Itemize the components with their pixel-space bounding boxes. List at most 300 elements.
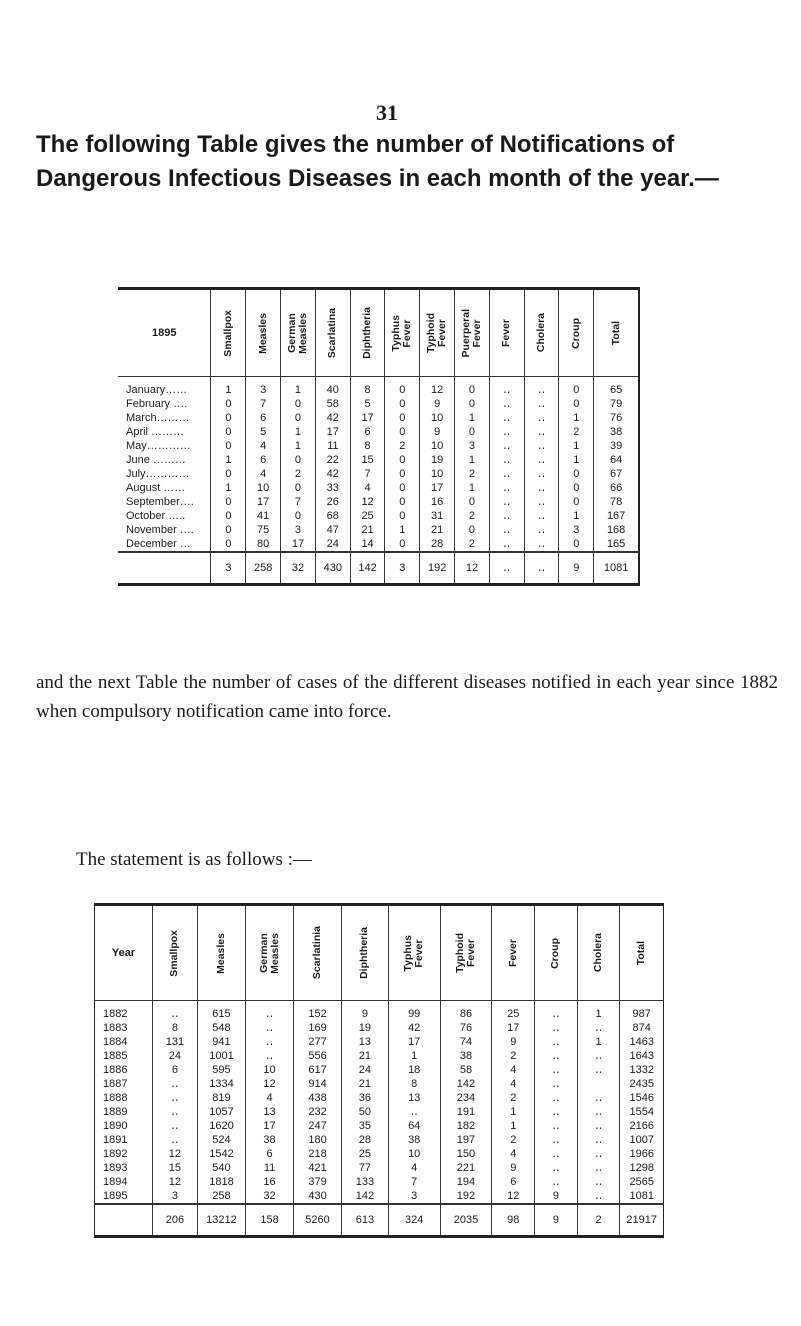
table-cell: 4 bbox=[492, 1147, 535, 1161]
table-cell: 68 bbox=[315, 509, 350, 523]
table-cell: 9 bbox=[420, 425, 455, 439]
table-cell: 1 bbox=[492, 1105, 535, 1119]
total-cell: 3 bbox=[211, 552, 246, 585]
table-cell: 197 bbox=[440, 1133, 492, 1147]
table-cell: ‥ bbox=[577, 1147, 620, 1161]
table-cell: ‥ bbox=[152, 1001, 197, 1022]
table-row bbox=[95, 1021, 664, 1035]
row-label: January…… bbox=[126, 384, 188, 396]
table-cell: 1 bbox=[281, 425, 316, 439]
column-header: Smallpox bbox=[211, 289, 246, 377]
table-cell: 142 bbox=[440, 1077, 492, 1091]
table-cell: 0 bbox=[211, 523, 246, 537]
table-cell: 15 bbox=[152, 1161, 197, 1175]
total-cell: 12 bbox=[455, 552, 490, 585]
table-cell: 21 bbox=[420, 523, 455, 537]
total-cell: 5260 bbox=[294, 1204, 342, 1237]
table-row bbox=[95, 1063, 664, 1077]
table-cell: 1081 bbox=[620, 1189, 664, 1204]
table-cell: 58 bbox=[440, 1063, 492, 1077]
total-cell: 613 bbox=[342, 1204, 389, 1237]
row-label: 1895 bbox=[103, 1190, 128, 1202]
table-cell: 182 bbox=[440, 1119, 492, 1133]
total-cell: 21917 bbox=[620, 1204, 664, 1237]
table-row bbox=[118, 425, 639, 439]
table-cell: ‥ bbox=[152, 1077, 197, 1091]
table-cell: 3 bbox=[455, 439, 490, 453]
column-header: Measles bbox=[246, 289, 281, 377]
table-cell: 540 bbox=[197, 1161, 245, 1175]
total-cell: 258 bbox=[246, 552, 281, 585]
row-label: 1891 bbox=[103, 1134, 128, 1146]
table-cell: 6 bbox=[246, 1147, 294, 1161]
table-row bbox=[95, 1001, 664, 1022]
table-row bbox=[95, 1077, 664, 1091]
row-label: 1890 bbox=[103, 1120, 128, 1132]
table-cell: ‥ bbox=[577, 1119, 620, 1133]
table-row bbox=[95, 1189, 664, 1204]
total-cell: 2 bbox=[577, 1204, 620, 1237]
table-cell: 47 bbox=[315, 523, 350, 537]
table-cell: 9 bbox=[420, 397, 455, 411]
table-cell: ‥ bbox=[246, 1001, 294, 1022]
table-cell: 150 bbox=[440, 1147, 492, 1161]
table-cell: 1 bbox=[455, 453, 490, 467]
total-cell: 9 bbox=[559, 552, 594, 585]
table-cell: 10 bbox=[420, 439, 455, 453]
table-cell: 38 bbox=[440, 1049, 492, 1063]
table-cell: 234 bbox=[440, 1091, 492, 1105]
table-cell: 1 bbox=[211, 481, 246, 495]
table-cell: 24 bbox=[315, 537, 350, 552]
row-label: July………… bbox=[126, 468, 190, 480]
table-cell: 0 bbox=[455, 523, 490, 537]
table-row bbox=[118, 377, 639, 398]
table-cell: 40 bbox=[315, 377, 350, 398]
table-cell: ‥ bbox=[535, 1035, 578, 1049]
table-cell: 4 bbox=[388, 1161, 440, 1175]
table-cell: 0 bbox=[385, 481, 420, 495]
table-cell: 0 bbox=[211, 467, 246, 481]
table-cell: 1818 bbox=[197, 1175, 245, 1189]
table-cell: ‥ bbox=[524, 495, 559, 509]
table-cell: 192 bbox=[440, 1189, 492, 1204]
table-cell: 66 bbox=[594, 481, 639, 495]
table-cell: 4 bbox=[246, 439, 281, 453]
table-cell: 12 bbox=[350, 495, 385, 509]
table-cell: 17 bbox=[350, 411, 385, 425]
table-cell: 1542 bbox=[197, 1147, 245, 1161]
table-cell: 25 bbox=[350, 509, 385, 523]
table-row bbox=[95, 1105, 664, 1119]
column-header: Typhoid Fever bbox=[420, 289, 455, 377]
table-cell: 617 bbox=[294, 1063, 342, 1077]
table-cell: ‥ bbox=[489, 397, 524, 411]
total-cell: 9 bbox=[535, 1204, 578, 1237]
table-cell: 438 bbox=[294, 1091, 342, 1105]
table-cell: 12 bbox=[420, 377, 455, 398]
row-label: 1888 bbox=[103, 1092, 128, 1104]
table-cell: 17 bbox=[315, 425, 350, 439]
table-cell: ‥ bbox=[577, 1175, 620, 1189]
table-cell: 6 bbox=[152, 1063, 197, 1077]
table-cell: ‥ bbox=[535, 1049, 578, 1063]
column-header: Typhoid Fever bbox=[440, 905, 492, 1001]
row-label: 1894 bbox=[103, 1176, 128, 1188]
table-cell: 0 bbox=[559, 495, 594, 509]
table-row bbox=[95, 1147, 664, 1161]
table-cell: 79 bbox=[594, 397, 639, 411]
table-cell: ‥ bbox=[524, 411, 559, 425]
table-cell: 0 bbox=[385, 453, 420, 467]
table-cell: 1001 bbox=[197, 1049, 245, 1063]
row-label: 1887 bbox=[103, 1078, 128, 1090]
total-cell: 2035 bbox=[440, 1204, 492, 1237]
table-cell: ‥ bbox=[489, 523, 524, 537]
table-cell: ‥ bbox=[535, 1147, 578, 1161]
table-cell: 2 bbox=[492, 1133, 535, 1147]
column-header: Smallpox bbox=[152, 905, 197, 1001]
table-cell: 22 bbox=[315, 453, 350, 467]
table-cell: 1 bbox=[281, 439, 316, 453]
table-row bbox=[95, 1133, 664, 1147]
table-cell: 16 bbox=[246, 1175, 294, 1189]
table-cell: 7 bbox=[388, 1175, 440, 1189]
table-cell: 4 bbox=[492, 1063, 535, 1077]
table-cell: 218 bbox=[294, 1147, 342, 1161]
table-row bbox=[118, 509, 639, 523]
table-cell: 0 bbox=[281, 411, 316, 425]
row-label: April ……… bbox=[126, 426, 185, 438]
table-row bbox=[95, 1161, 664, 1175]
table-cell: 0 bbox=[385, 397, 420, 411]
table-cell: 167 bbox=[594, 509, 639, 523]
table-cell: 74 bbox=[440, 1035, 492, 1049]
table-cell: 548 bbox=[197, 1021, 245, 1035]
table-cell: ‥ bbox=[152, 1105, 197, 1119]
row-label: August …… bbox=[126, 482, 186, 494]
table-cell: 12 bbox=[246, 1077, 294, 1091]
total-cell: 13212 bbox=[197, 1204, 245, 1237]
table-cell: 3 bbox=[246, 377, 281, 398]
table-cell: 2 bbox=[492, 1091, 535, 1105]
table-cell: 32 bbox=[246, 1189, 294, 1204]
table-cell: 12 bbox=[152, 1147, 197, 1161]
table-cell: ‥ bbox=[524, 509, 559, 523]
table-cell: 9 bbox=[535, 1189, 578, 1204]
table-cell: 1546 bbox=[620, 1091, 664, 1105]
row-label: December … bbox=[126, 538, 191, 550]
table-cell: ‥ bbox=[577, 1063, 620, 1077]
table-cell: 38 bbox=[388, 1133, 440, 1147]
table-cell: 8 bbox=[350, 377, 385, 398]
column-header: Fever bbox=[489, 289, 524, 377]
table-cell: ‥ bbox=[388, 1105, 440, 1119]
row-label: 1886 bbox=[103, 1064, 128, 1076]
column-header: Scarlatina bbox=[315, 289, 350, 377]
table-cell: 2 bbox=[559, 425, 594, 439]
table-cell: ‥ bbox=[577, 1189, 620, 1204]
table-cell: 169 bbox=[294, 1021, 342, 1035]
table-cell: 1 bbox=[577, 1035, 620, 1049]
table-cell: 2166 bbox=[620, 1119, 664, 1133]
table-cell: 15 bbox=[350, 453, 385, 467]
table-cell: 1 bbox=[281, 377, 316, 398]
table-cell: ‥ bbox=[577, 1021, 620, 1035]
table-cell: 7 bbox=[246, 397, 281, 411]
table-row bbox=[118, 537, 639, 552]
table-cell: 12 bbox=[492, 1189, 535, 1204]
table-cell: 17 bbox=[281, 537, 316, 552]
column-header: Fever bbox=[492, 905, 535, 1001]
table-cell: 38 bbox=[246, 1133, 294, 1147]
total-cell: 206 bbox=[152, 1204, 197, 1237]
table-cell: 0 bbox=[455, 495, 490, 509]
table-cell: 80 bbox=[246, 537, 281, 552]
table-cell: 421 bbox=[294, 1161, 342, 1175]
table-cell: 36 bbox=[342, 1091, 389, 1105]
table-cell: ‥ bbox=[524, 425, 559, 439]
column-header: Diphtheria bbox=[350, 289, 385, 377]
table-cell: ‥ bbox=[152, 1133, 197, 1147]
table-cell: 11 bbox=[315, 439, 350, 453]
table-cell: 6 bbox=[246, 453, 281, 467]
table-cell: 2 bbox=[455, 537, 490, 552]
table-cell: ‥ bbox=[535, 1077, 578, 1091]
table-cell: 2 bbox=[455, 509, 490, 523]
table-cell: 1620 bbox=[197, 1119, 245, 1133]
table-cell: 0 bbox=[385, 537, 420, 552]
table-cell: ‥ bbox=[524, 397, 559, 411]
table-cell: 24 bbox=[342, 1063, 389, 1077]
table-cell: ‥ bbox=[489, 467, 524, 481]
table-cell: ‥ bbox=[535, 1105, 578, 1119]
page-number: 31 bbox=[376, 100, 398, 125]
table-cell: 0 bbox=[385, 495, 420, 509]
table-cell: 17 bbox=[246, 495, 281, 509]
table-cell: 2 bbox=[385, 439, 420, 453]
table-cell: 39 bbox=[594, 439, 639, 453]
table-cell: ‥ bbox=[524, 523, 559, 537]
table-cell: ‥ bbox=[489, 481, 524, 495]
table-cell: 35 bbox=[342, 1119, 389, 1133]
row-label: 1893 bbox=[103, 1162, 128, 1174]
table-cell: 0 bbox=[455, 397, 490, 411]
totals-row bbox=[118, 552, 639, 585]
table-cell: 38 bbox=[594, 425, 639, 439]
table-cell: 64 bbox=[594, 453, 639, 467]
table-cell: 1007 bbox=[620, 1133, 664, 1147]
table-cell: 524 bbox=[197, 1133, 245, 1147]
column-header: German Measles bbox=[246, 905, 294, 1001]
column-header: Total bbox=[620, 905, 664, 1001]
table-cell: 1 bbox=[559, 453, 594, 467]
table-cell: 615 bbox=[197, 1001, 245, 1022]
table-cell: 6 bbox=[246, 411, 281, 425]
row-label: September…. bbox=[126, 496, 194, 508]
column-header: Measles bbox=[197, 905, 245, 1001]
table-cell: 556 bbox=[294, 1049, 342, 1063]
column-header: Typhus Fever bbox=[385, 289, 420, 377]
row-label: October ….. bbox=[126, 510, 186, 522]
table-cell: ‥ bbox=[489, 537, 524, 552]
statement-line: The statement is as follows :— bbox=[76, 849, 312, 870]
total-cell: 98 bbox=[492, 1204, 535, 1237]
table-cell: 247 bbox=[294, 1119, 342, 1133]
table-cell: ‥ bbox=[489, 411, 524, 425]
table-cell: 232 bbox=[294, 1105, 342, 1119]
column-header: Year bbox=[95, 905, 153, 1001]
column-header: Cholera bbox=[577, 905, 620, 1001]
table-header-row bbox=[118, 289, 639, 377]
table-cell: 1057 bbox=[197, 1105, 245, 1119]
row-label: 1884 bbox=[103, 1036, 128, 1048]
row-label: 1883 bbox=[103, 1022, 128, 1034]
table-cell: 1463 bbox=[620, 1035, 664, 1049]
column-header: Cholera bbox=[524, 289, 559, 377]
table-cell: 18 bbox=[388, 1063, 440, 1077]
table-cell: 0 bbox=[281, 453, 316, 467]
table-cell: 379 bbox=[294, 1175, 342, 1189]
table-cell: 19 bbox=[420, 453, 455, 467]
table-cell: ‥ bbox=[577, 1161, 620, 1175]
table-cell: ‥ bbox=[535, 1001, 578, 1022]
table-cell: 41 bbox=[246, 509, 281, 523]
table-cell: ‥ bbox=[152, 1091, 197, 1105]
table-cell: 58 bbox=[315, 397, 350, 411]
table-row bbox=[118, 523, 639, 537]
table-cell: 6 bbox=[350, 425, 385, 439]
table-cell: 24 bbox=[152, 1049, 197, 1063]
table-cell: 16 bbox=[420, 495, 455, 509]
totals-label bbox=[95, 1204, 153, 1237]
table-row bbox=[95, 1049, 664, 1063]
table-cell: 28 bbox=[342, 1133, 389, 1147]
table-cell: 64 bbox=[388, 1119, 440, 1133]
table-cell: 10 bbox=[420, 467, 455, 481]
year-label: 1895 bbox=[118, 289, 211, 377]
total-cell: 158 bbox=[246, 1204, 294, 1237]
table-cell: 0 bbox=[559, 467, 594, 481]
table-cell: 1554 bbox=[620, 1105, 664, 1119]
table-cell: 0 bbox=[211, 425, 246, 439]
table-cell: ‥ bbox=[489, 453, 524, 467]
table-cell: 13 bbox=[388, 1091, 440, 1105]
table-cell: 1298 bbox=[620, 1161, 664, 1175]
table-row bbox=[118, 453, 639, 467]
table-cell: 1 bbox=[492, 1119, 535, 1133]
table-cell: 133 bbox=[342, 1175, 389, 1189]
table-cell: 28 bbox=[420, 537, 455, 552]
table-cell: 277 bbox=[294, 1035, 342, 1049]
table-cell: 1 bbox=[577, 1001, 620, 1022]
table-cell: 1334 bbox=[197, 1077, 245, 1091]
table-cell: 1643 bbox=[620, 1049, 664, 1063]
table-cell: 26 bbox=[315, 495, 350, 509]
table-cell: 1 bbox=[385, 523, 420, 537]
table-cell: 914 bbox=[294, 1077, 342, 1091]
table-row bbox=[118, 495, 639, 509]
table-cell: ‥ bbox=[535, 1119, 578, 1133]
table-cell: 0 bbox=[211, 509, 246, 523]
column-header: Croup bbox=[535, 905, 578, 1001]
table-cell: ‥ bbox=[535, 1133, 578, 1147]
table-row bbox=[118, 481, 639, 495]
table-cell: ‥ bbox=[489, 425, 524, 439]
column-header: Scarlatinia bbox=[294, 905, 342, 1001]
table-cell: ‥ bbox=[152, 1119, 197, 1133]
table-cell: ‥ bbox=[524, 453, 559, 467]
table-cell: 1 bbox=[455, 411, 490, 425]
table-cell: 0 bbox=[559, 537, 594, 552]
table-cell: ‥ bbox=[489, 377, 524, 398]
table-row bbox=[118, 439, 639, 453]
table-cell: 0 bbox=[281, 397, 316, 411]
table-cell: ‥ bbox=[489, 495, 524, 509]
table-cell: 0 bbox=[385, 509, 420, 523]
table-cell: 50 bbox=[342, 1105, 389, 1119]
table-row bbox=[95, 1119, 664, 1133]
row-label: 1885 bbox=[103, 1050, 128, 1062]
total-cell: 142 bbox=[350, 552, 385, 585]
table-cell: 258 bbox=[197, 1189, 245, 1204]
table-cell: 13 bbox=[246, 1105, 294, 1119]
table-cell: 0 bbox=[281, 481, 316, 495]
table-cell: ‥ bbox=[535, 1063, 578, 1077]
table-cell: 1 bbox=[211, 377, 246, 398]
table-cell: 0 bbox=[211, 411, 246, 425]
table-cell: 2 bbox=[455, 467, 490, 481]
table-cell: 12 bbox=[152, 1175, 197, 1189]
table-cell: 6 bbox=[492, 1175, 535, 1189]
table-cell: 0 bbox=[385, 425, 420, 439]
table-cell: 152 bbox=[294, 1001, 342, 1022]
table-cell: 17 bbox=[492, 1021, 535, 1035]
table-cell: 1 bbox=[559, 509, 594, 523]
table-cell: 9 bbox=[492, 1161, 535, 1175]
table-cell: 0 bbox=[455, 377, 490, 398]
table-cell: 5 bbox=[350, 397, 385, 411]
table-cell: 7 bbox=[281, 495, 316, 509]
table-cell: 0 bbox=[211, 537, 246, 552]
column-header: Diphtheria bbox=[342, 905, 389, 1001]
table-cell: 17 bbox=[246, 1119, 294, 1133]
table-cell: ‥ bbox=[524, 467, 559, 481]
total-cell: ‥ bbox=[524, 552, 559, 585]
table-cell: 7 bbox=[350, 467, 385, 481]
table-cell: 8 bbox=[350, 439, 385, 453]
table-cell: 21 bbox=[350, 523, 385, 537]
table-cell: ‥ bbox=[489, 509, 524, 523]
table-cell: 3 bbox=[559, 523, 594, 537]
table-cell: 194 bbox=[440, 1175, 492, 1189]
table-cell: 0 bbox=[559, 377, 594, 398]
table-cell: 941 bbox=[197, 1035, 245, 1049]
table-cell: ‥ bbox=[489, 439, 524, 453]
table-cell: 10 bbox=[246, 481, 281, 495]
table-cell: 67 bbox=[594, 467, 639, 481]
monthly-notifications-table bbox=[118, 287, 640, 586]
table-cell: 142 bbox=[342, 1189, 389, 1204]
table-cell: ‥ bbox=[535, 1175, 578, 1189]
table-cell: ‥ bbox=[246, 1035, 294, 1049]
table-cell: 75 bbox=[246, 523, 281, 537]
row-label: March……… bbox=[126, 412, 190, 424]
table-cell: ‥ bbox=[535, 1091, 578, 1105]
table-cell: 180 bbox=[294, 1133, 342, 1147]
table-cell: 77 bbox=[342, 1161, 389, 1175]
table-cell: 99 bbox=[388, 1001, 440, 1022]
